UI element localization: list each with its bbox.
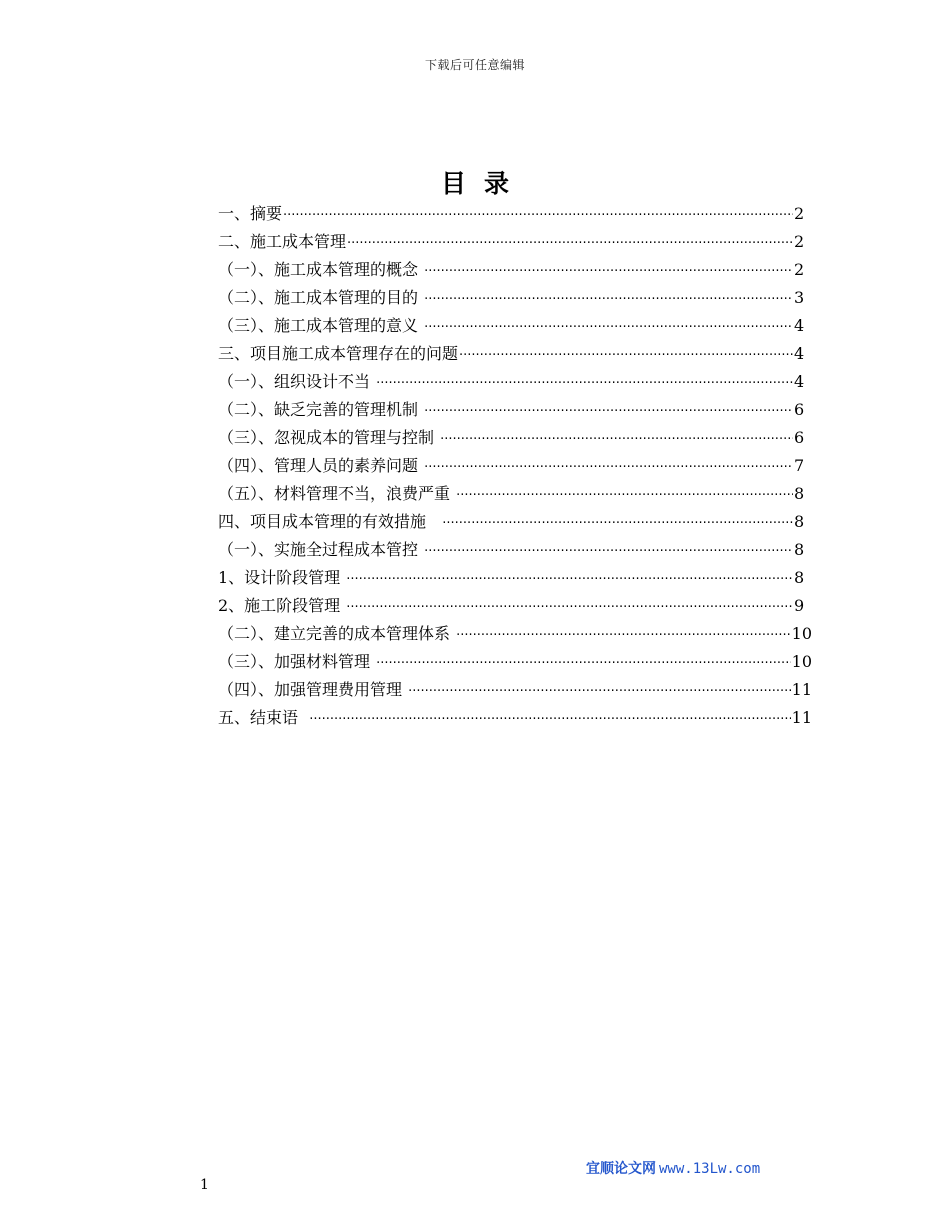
toc-entry-page: 6 (794, 428, 805, 447)
toc-entry[interactable] (218, 648, 812, 676)
toc-entry-page: 8 (794, 484, 805, 503)
toc-entry-page: 8 (794, 540, 805, 559)
toc-entry-label: （三）、加强材料管理 (218, 652, 376, 671)
toc-entry-label: （五）、材料管理不当，浪费严重 (218, 484, 456, 503)
toc-entry-page: 2 (794, 232, 805, 251)
toc-entry[interactable] (218, 368, 812, 396)
toc-dot-leader (440, 426, 793, 452)
toc-dot-leader (376, 650, 791, 676)
toc-entry[interactable] (218, 284, 812, 312)
toc-dot-leader (459, 342, 793, 368)
toc-entry[interactable] (218, 536, 812, 564)
toc-entry-page: 11 (791, 680, 812, 699)
toc-entry[interactable] (218, 256, 812, 284)
toc-entry-page: 9 (794, 596, 805, 615)
toc-dot-leader (424, 286, 793, 312)
toc-entry-label: （二）、建立完善的成本管理体系 (218, 624, 456, 643)
toc-dot-leader (456, 482, 793, 508)
toc-entry-page: 4 (794, 316, 805, 335)
toc-entry-label: （一）、施工成本管理的概念 (218, 260, 424, 279)
header-note: 下载后可任意编辑 (424, 58, 525, 72)
toc-entry[interactable] (218, 228, 812, 256)
toc-dot-leader (424, 538, 793, 564)
toc-entry[interactable] (218, 508, 812, 536)
footer-site-name: 宜顺论文网 (586, 1161, 656, 1177)
toc-entry-label: 一、摘要 (218, 204, 283, 223)
toc-entry-label: （一）、实施全过程成本管控 (218, 540, 424, 559)
toc-entry-label: （三）、施工成本管理的意义 (218, 316, 424, 335)
toc-dot-leader (283, 202, 793, 228)
toc-entry-label: （三）、忽视成本的管理与控制 (218, 428, 440, 447)
toc-dot-leader (347, 230, 793, 256)
footer-site-url: www.13Lw.com (659, 1161, 761, 1177)
toc-dot-leader (376, 370, 793, 396)
page-number: 1 (200, 1177, 209, 1193)
toc-entry[interactable] (218, 200, 812, 228)
toc-entry-page: 3 (794, 288, 805, 307)
toc-title: 目录 (440, 169, 527, 198)
toc-entry-page: 8 (794, 568, 805, 587)
toc-entry-page: 11 (791, 708, 812, 727)
toc-dot-leader (408, 678, 791, 704)
toc-dot-leader (424, 398, 793, 424)
toc-entry-page: 7 (794, 456, 805, 475)
toc-entry[interactable] (218, 396, 812, 424)
toc-entry-page: 10 (791, 652, 812, 671)
toc-entry-page: 4 (794, 344, 805, 363)
toc-entry-label: （一）、组织设计不当 (218, 372, 376, 391)
toc-entry[interactable] (218, 452, 812, 480)
toc-dot-leader (346, 594, 793, 620)
toc-dot-leader (309, 706, 790, 732)
toc-entry-page: 10 (791, 624, 812, 643)
toc-dot-leader (424, 258, 793, 284)
toc-entry-label: （二）、缺乏完善的管理机制 (218, 400, 424, 419)
toc-entry-page: 4 (794, 372, 805, 391)
toc-entry[interactable] (218, 704, 812, 732)
toc-entry-label: （四）、管理人员的素养问题 (218, 456, 424, 475)
toc-entry-page: 6 (794, 400, 805, 419)
toc-entry-label: 1、设计阶段管理 (218, 568, 346, 587)
toc-entry-page: 8 (794, 512, 805, 531)
toc-entry[interactable] (218, 312, 812, 340)
toc-entry-label: 二、施工成本管理 (218, 232, 347, 251)
toc-entry[interactable] (218, 480, 812, 508)
toc-dot-leader (456, 622, 791, 648)
toc-entry-label: （四）、加强管理费用管理 (218, 680, 408, 699)
toc-entry[interactable] (218, 340, 812, 368)
toc-entry-page: 2 (794, 204, 805, 223)
toc-entry[interactable] (218, 592, 812, 620)
toc-dot-leader (424, 314, 793, 340)
toc-entry-label: 四、项目成本管理的有效措施 (218, 512, 442, 531)
toc-entry[interactable] (218, 620, 812, 648)
toc-dot-leader (442, 510, 793, 536)
toc-dot-leader (346, 566, 793, 592)
toc-entry-label: 五、结束语 (218, 708, 309, 727)
table-of-contents (218, 200, 812, 732)
toc-entry-label: 2、施工阶段管理 (218, 596, 346, 615)
toc-entry-label: （二）、施工成本管理的目的 (218, 288, 424, 307)
toc-entry-label: 三、项目施工成本管理存在的问题 (218, 344, 459, 363)
toc-entry[interactable] (218, 676, 812, 704)
toc-entry[interactable] (218, 424, 812, 452)
toc-entry-page: 2 (794, 260, 805, 279)
toc-entry[interactable] (218, 564, 812, 592)
footer-site-link[interactable] (586, 1158, 760, 1178)
toc-dot-leader (424, 454, 793, 480)
